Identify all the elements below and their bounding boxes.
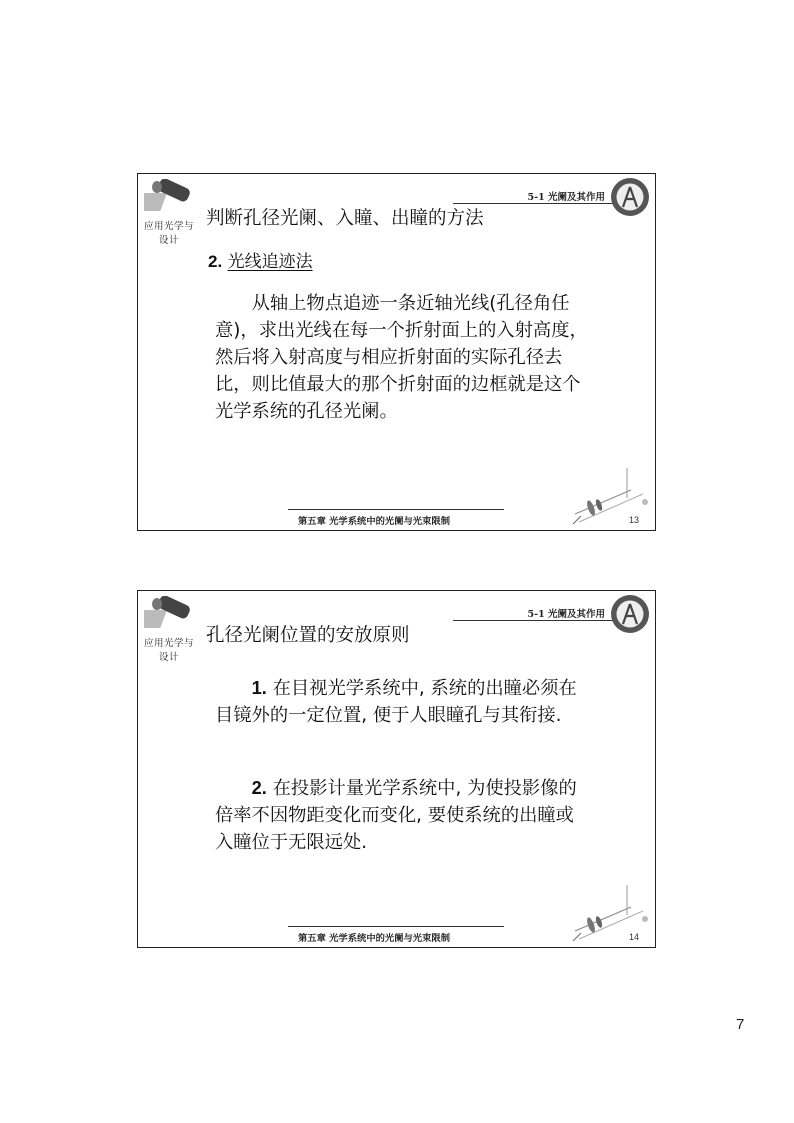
- course-name: 应用光学与设计: [144, 638, 195, 663]
- section-label: 5-1 光阑及其作用: [527, 609, 605, 620]
- section-label: 5-1 光阑及其作用: [527, 192, 605, 203]
- optical-diagram-icon: [571, 464, 651, 528]
- footer-divider: [288, 926, 504, 927]
- footer-divider: [288, 509, 504, 510]
- university-emblem-icon: [610, 177, 650, 217]
- principle-paragraph-2: [215, 774, 591, 856]
- telescope-icon: [144, 179, 196, 215]
- university-emblem-icon: [610, 594, 650, 634]
- method-number: 2.: [208, 252, 223, 271]
- slide-title: 孔径光阑位置的安放原则: [206, 625, 410, 646]
- slide-number: 14: [628, 932, 639, 942]
- body-paragraph: 从轴上物点追迹一条近轴光线(孔径角任意)，求出光线在每一个折射面上的入射高度，然后将入射高度与相应折射面的实际孔径去比，则比值最大的那个折射面的边框就是这个光学系统的孔径光阑。: [215, 293, 588, 422]
- telescope-icon: [144, 596, 196, 632]
- principle-number: 1.: [251, 677, 267, 698]
- slide-13: [137, 173, 656, 531]
- principle-number: 2.: [251, 777, 267, 798]
- method-heading: [208, 247, 313, 272]
- slide-title: 判断孔径光阑、入瞳、出瞳的方法: [206, 208, 484, 229]
- principle-text: 在目视光学系统中, 系统的出瞳必须在目镜外的一定位置, 便于人眼瞳孔与其衔接.: [215, 678, 577, 726]
- optical-diagram-icon: [571, 881, 651, 945]
- slide-number: 13: [628, 515, 639, 525]
- principle-paragraph-1: [215, 674, 591, 729]
- principle-text: 在投影计量光学系统中, 为使投影像的倍率不因物距变化而变化, 要使系统的出瞳或入瞳位于无限远处.: [215, 778, 577, 853]
- slide-14: [137, 590, 656, 948]
- method-name: 光线追迹法: [227, 252, 313, 272]
- course-name: 应用光学与设计: [144, 221, 195, 246]
- page-number: 7: [736, 1016, 745, 1033]
- chapter-footer: 第五章 光学系统中的光阑与光束限制: [298, 933, 450, 944]
- chapter-footer: 第五章 光学系统中的光阑与光束限制: [298, 516, 450, 527]
- section-divider: [453, 620, 613, 621]
